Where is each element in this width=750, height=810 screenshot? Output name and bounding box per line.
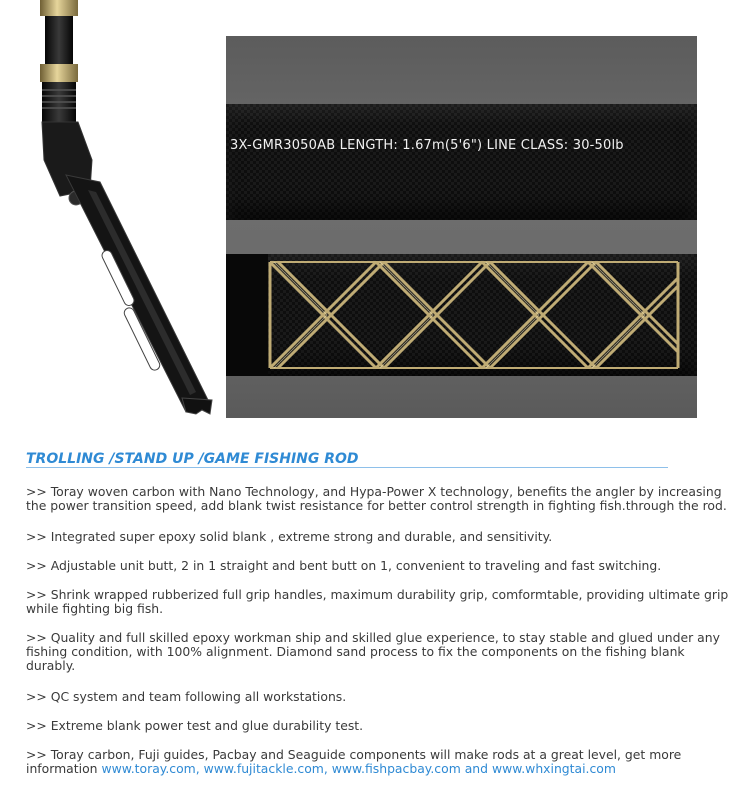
feature-item: >> Quality and full skilled epoxy workman ship and skilled glue experience, to stay stable and glued under any fishing condition, with 100% alignment. Diamond sand process to fix the components on the fishing blank durably. (26, 630, 720, 673)
feature-item: >> Extreme blank power test and glue durability test. (26, 718, 364, 733)
title-underline (26, 467, 668, 468)
rod-butt-photo (0, 0, 225, 440)
diamond-thread-wrap (226, 254, 697, 376)
feature-item: >> QC system and team following all workstations. (26, 689, 347, 704)
fishpacbay-link[interactable]: www.fishpacbay.com (331, 761, 461, 776)
blank-lower-section (226, 254, 697, 376)
blank-spec-label: 3X-GMR3050AB LENGTH: 1.67m(5'6") LINE CLASS: 30-50lb (230, 138, 624, 153)
feature-item: >> Adjustable unit butt, 2 in 1 straight and bent butt on 1, convenient to traveling and fast switching. (26, 558, 662, 573)
feature-item-links (26, 748, 730, 776)
rod-blank-closeup (226, 36, 697, 418)
section-title: TROLLING /STAND UP /GAME FISHING ROD (26, 451, 359, 467)
ribbed-collar (42, 82, 76, 122)
gimbal-fork (182, 398, 212, 414)
feature-item: >> Toray woven carbon with Nano Technology, and Hypa-Power X technology, benefits the angler by increasing the power transition speed, add blank twist resistance for better control strength in fighting fish.through the rod. (26, 484, 727, 513)
whxingtai-link[interactable]: www.whxingtai.com (491, 761, 616, 776)
fujitackle-link[interactable]: www.fujitackle.com, (203, 761, 328, 776)
feature-list (26, 485, 730, 776)
toray-link[interactable]: www.toray.com, (101, 761, 200, 776)
gold-ring-mid (40, 64, 78, 82)
blank-upper-section (226, 104, 697, 220)
gold-ring-top (40, 0, 78, 16)
link-conjunction: and (464, 761, 489, 776)
feature-item: >> Integrated super epoxy solid blank , extreme strong and durable, and sensitivity. (26, 529, 553, 544)
feature-text: >> Toray carbon, Fuji guides, Pacbay and Seaguide components will make rods at a great level, get more information (26, 747, 682, 776)
feature-item: >> Shrink wrapped rubberized full grip handles, maximum durability grip, comformtable, providing ultimate grip while fighting big fish. (26, 587, 729, 616)
